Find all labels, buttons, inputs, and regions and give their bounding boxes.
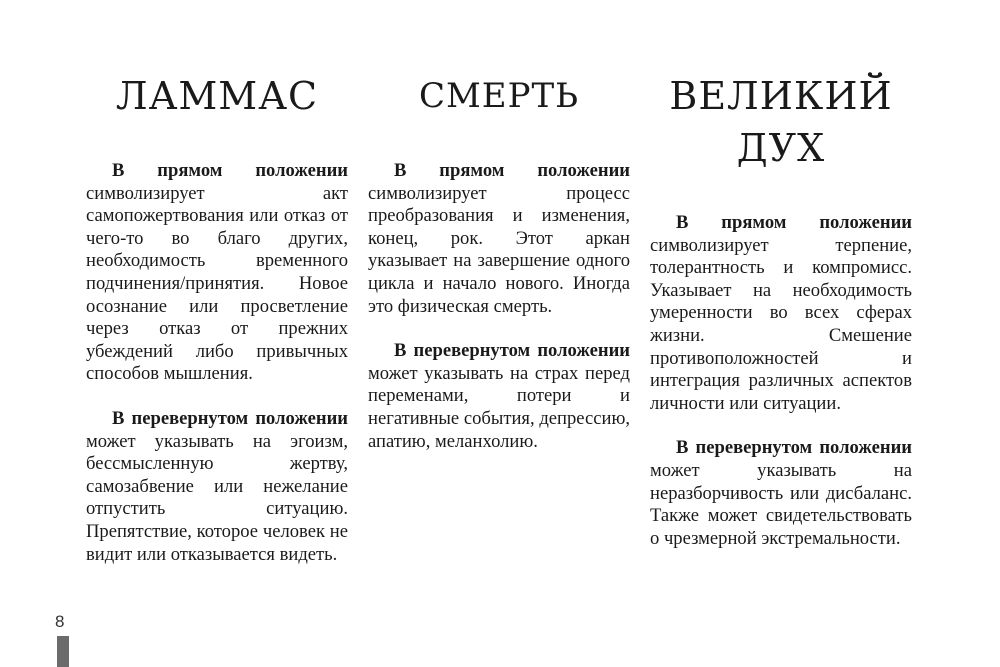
reversed-text: может указывать на эгоизм, бессмысленную жертву, самозабвение или нежелание отпустить ситуацию. Препятствие, которое человек не видит или отказывается видеть. bbox=[86, 430, 348, 565]
card-column-death bbox=[368, 160, 630, 453]
reversed-paragraph bbox=[650, 437, 912, 550]
page-edge-bar bbox=[57, 636, 69, 667]
upright-lead: В прямом положении bbox=[394, 160, 630, 181]
reversed-lead: В перевернутом положении bbox=[112, 407, 348, 429]
reversed-paragraph bbox=[368, 340, 630, 453]
page-number: 8 bbox=[55, 612, 65, 631]
reversed-lead: В перевернутом положении bbox=[676, 437, 912, 459]
card-title-death: СМЕРТЬ bbox=[418, 76, 580, 116]
upright-paragraph bbox=[368, 160, 630, 318]
upright-paragraph bbox=[650, 212, 912, 415]
upright-text: символизирует акт самопожертвования или отказ от чего-то во благо других, необходимость временного подчинения/принятия. Новое осознание или просветление через отказ от прежних убеждений либо привычных способов мышления. bbox=[86, 182, 348, 385]
upright-paragraph bbox=[86, 160, 348, 386]
card-title-great-spirit: ВЕЛИКИЙ ДУХ bbox=[669, 74, 893, 170]
reversed-text: может указывать на страх перед переменами, потери и негативные события, депрессию, апатию, меланхолию. bbox=[368, 362, 630, 452]
reversed-text: может указывать на неразборчивость или дисбаланс. Также может свидетельствовать о чрезмерной экстремальности. bbox=[650, 459, 912, 549]
card-column-lammas bbox=[86, 160, 348, 566]
upright-text: символизирует процесс преобразования и изменения, конец, рок. Этот аркан указывает на завершение одного цикла и начало нового. Иногда это физическая смерть. bbox=[368, 182, 630, 317]
reversed-paragraph bbox=[86, 408, 348, 566]
reversed-lead: В перевернутом положении bbox=[394, 340, 630, 362]
card-column-great-spirit bbox=[650, 212, 912, 550]
card-title-lammas: ЛАММАС bbox=[115, 74, 319, 118]
upright-text: символизирует терпение, толерантность и компромисс. Указывает на необходимость умеренности во всех сферах жизни. Смешение противоположностей и интеграция различных аспектов личности или ситуации. bbox=[650, 234, 912, 414]
upright-lead: В прямом положении bbox=[112, 160, 348, 181]
upright-lead: В прямом положении bbox=[676, 212, 912, 233]
